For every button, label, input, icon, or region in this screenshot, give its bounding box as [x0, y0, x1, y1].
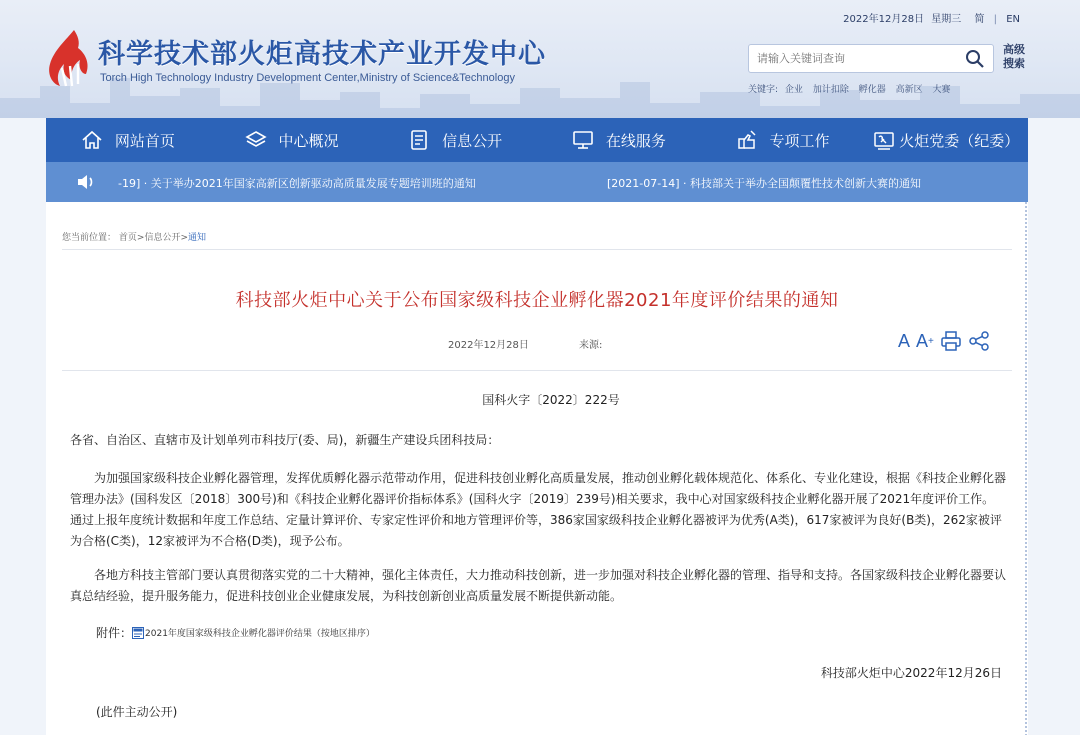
nav-item-info-disclosure[interactable] — [373, 118, 537, 162]
public-note: (此件主动公开) — [96, 705, 178, 719]
body-paragraph: 为加强国家级科技企业孵化器管理，发挥优质孵化器示范带动作用，促进科技创业孵化高质量发展，推动创业孵化载体规范化、体系化、专业化建设，根据《科技企业孵化器管理办法》(国科发区〔2018〕300号)和《科技企业孵化器评价指标体系》(国科火字〔2019〕239号)相关要求，我中心对国家级科技企业孵化器开展了2021年度评价工作。通过上报年度统计数据和年度工作总结、定量计算评价、专家定性评价和地方管理评价等，386家国家级科技企业孵化器被评为优秀(A类)，617家被评为良好(B类)，262家被评为合格(C类)，12家被评为不合格(D类)，现予公布。 — [70, 471, 1007, 548]
nav-item-overview[interactable] — [210, 118, 374, 162]
nav-item-label: 专项工作 — [769, 131, 830, 150]
nav-item-home[interactable] — [46, 118, 210, 162]
breadcrumb — [62, 230, 206, 243]
article-source: 来源: — [579, 340, 603, 351]
share-icon — [968, 330, 990, 352]
home-icon — [81, 129, 103, 151]
font-increase-plus: + — [928, 335, 934, 347]
article-container — [46, 202, 1028, 735]
search-box — [748, 44, 994, 73]
current-weekday: 星期三 — [931, 14, 962, 25]
scrollbar[interactable] — [1025, 202, 1027, 735]
search-input[interactable] — [749, 45, 949, 72]
attachment-file-link[interactable]: 2021年度国家级科技企业孵化器评价结果（按地区排序） — [145, 629, 375, 639]
nav-item-label: 中心概况 — [278, 131, 339, 150]
torch-logo-icon[interactable] — [44, 28, 92, 88]
top-utility-bar — [839, 10, 1020, 25]
simplified-chinese-link[interactable]: 简 — [974, 14, 985, 25]
keyword-link[interactable]: 加计扣除 — [812, 85, 849, 95]
attachment-label: 附件： — [96, 626, 133, 640]
advanced-search-link[interactable]: 高级搜索 — [1003, 43, 1025, 70]
main-nav — [46, 118, 1028, 162]
word-document-icon — [132, 627, 144, 639]
ticker-news-link[interactable]: [2021-07-14] · 科技部关于举办全国颠覆性技术创新大赛的通知 — [607, 177, 921, 190]
nav-item-party-committee[interactable] — [864, 118, 1028, 162]
site-header — [0, 0, 1080, 118]
share-button[interactable] — [968, 330, 990, 352]
font-decrease-label: A — [898, 330, 911, 351]
site-subtitle: Torch High Technology Industry Development Center,Ministry of Science&Technology — [100, 72, 515, 84]
nav-item-label: 在线服务 — [605, 131, 666, 150]
english-link[interactable]: EN — [1006, 14, 1020, 25]
salutation: 各省、自治区、直辖市及计划单列市科技厅(委、局)，新疆生产建设兵团科技局： — [70, 433, 500, 447]
article-date: 2022年12月28日 — [448, 340, 529, 351]
ticker-news-link[interactable]: -19] · 关于举办2021年国家高新区创新驱动高质量发展专题培训班的通知 — [118, 177, 476, 190]
nav-item-label: 火炬党委（纪委） — [899, 131, 1020, 150]
printer-icon — [940, 330, 962, 352]
attachment — [96, 624, 375, 641]
font-decrease-button[interactable] — [898, 331, 910, 352]
party-flag-icon — [873, 129, 895, 151]
font-increase-button[interactable] — [916, 331, 934, 352]
print-button[interactable] — [940, 330, 962, 352]
site-title[interactable]: 科学技术部火炬高技术产业开发中心 — [98, 39, 546, 70]
news-ticker — [46, 162, 1028, 202]
nav-item-label: 网站首页 — [114, 131, 175, 150]
monitor-icon — [572, 129, 594, 151]
keywords-label: 关键字: — [748, 85, 779, 95]
keyword-link[interactable]: 孵化器 — [858, 85, 886, 95]
breadcrumb-current[interactable]: 通知 — [188, 233, 207, 243]
breadcrumb-arrow: > — [136, 233, 145, 243]
keyword-link[interactable]: 大赛 — [932, 85, 951, 95]
document-list-icon — [408, 129, 430, 151]
breadcrumb-section[interactable]: 信息公开 — [144, 233, 181, 243]
speaker-icon — [76, 173, 96, 191]
layers-icon — [245, 129, 267, 151]
keyword-link[interactable]: 高新区 — [895, 85, 923, 95]
document-number: 国科火字〔2022〕222号 — [482, 393, 620, 407]
current-date: 2022年12月28日 — [843, 14, 925, 25]
divider — [62, 370, 1012, 371]
nav-item-label: 信息公开 — [442, 131, 503, 150]
nav-item-online-service[interactable] — [537, 118, 701, 162]
edit-hand-icon — [736, 129, 758, 151]
topbar-separator: | — [993, 14, 997, 25]
article-tools — [898, 330, 996, 352]
search-icon[interactable] — [965, 49, 985, 69]
font-increase-label: A — [916, 330, 929, 351]
divider — [62, 249, 1012, 250]
signature: 科技部火炬中心2022年12月26日 — [820, 666, 1002, 680]
hot-keywords — [748, 82, 958, 95]
keyword-link[interactable]: 企业 — [784, 85, 803, 95]
breadcrumb-home[interactable]: 首页 — [118, 233, 137, 243]
breadcrumb-arrow: > — [180, 233, 189, 243]
nav-item-special-work[interactable] — [701, 118, 865, 162]
body-paragraph: 各地方科技主管部门要认真贯彻落实党的二十大精神，强化主体责任，大力推动科技创新，进一步加强对科技企业孵化器的管理、指导和支持。各国家级科技企业孵化器要认真总结经验，提升服务能力，促进科技创业企业健康发展，为科技创新创业高质量发展不断提供新动能。 — [70, 568, 1007, 603]
breadcrumb-prefix: 您当前位置： — [62, 233, 117, 243]
article-title: 科技部火炬中心关于公布国家级科技企业孵化器2021年度评价结果的通知 — [235, 290, 839, 311]
